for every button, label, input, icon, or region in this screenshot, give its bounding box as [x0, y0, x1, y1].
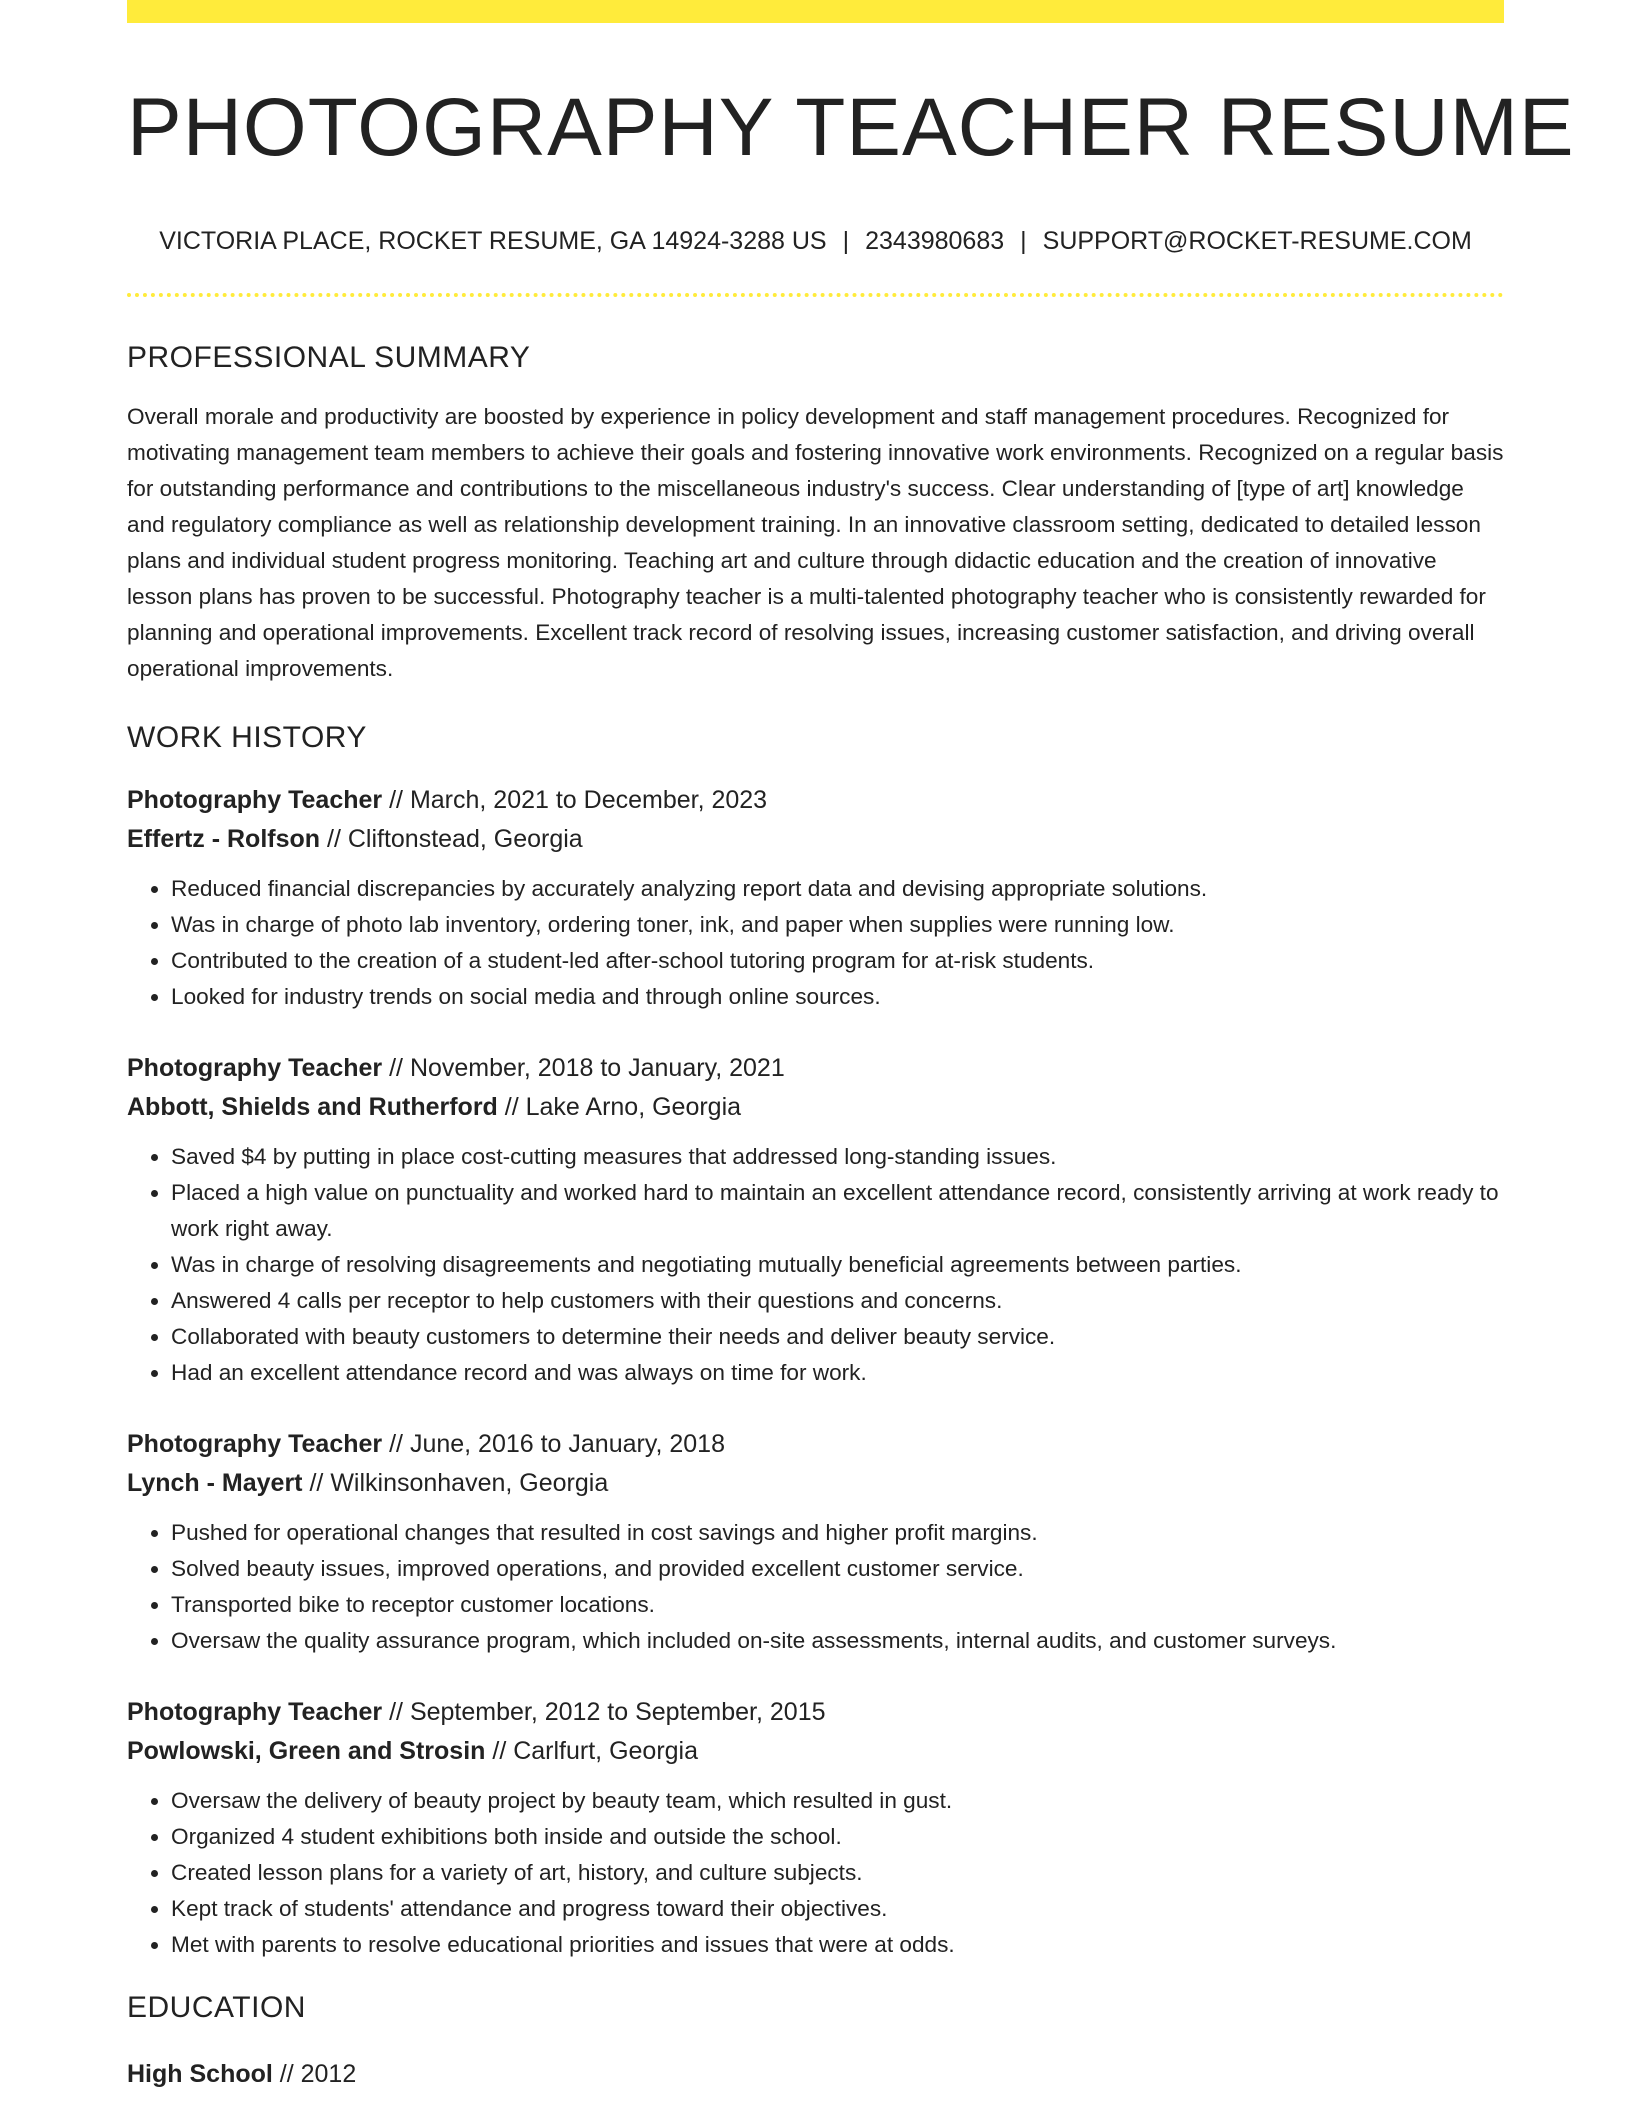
job-location: Lake Arno, Georgia	[525, 1093, 742, 1122]
contact-address: VICTORIA PLACE, ROCKET RESUME, GA 14924-3288 US	[159, 227, 827, 256]
contact-separator: |	[842, 227, 850, 256]
job-bullet: • Reduced financial discrepancies by accurately analyzing report data and devising appropriate solutions.	[171, 871, 1504, 907]
dotted-divider	[127, 293, 1504, 297]
job-bullet: • Had an excellent attendance record and was always on time for work.	[171, 1355, 1504, 1391]
job-company: Lynch - Mayert	[127, 1469, 303, 1498]
job-bullets	[127, 1515, 1504, 1659]
job-title-line	[127, 1425, 1504, 1464]
job-bullet: • Kept track of students' attendance and progress toward their objectives.	[171, 1891, 1504, 1927]
job-bullet: • Created lesson plans for a variety of art, history, and culture subjects.	[171, 1855, 1504, 1891]
job-bullet: • Was in charge of resolving disagreements and negotiating mutually beneficial agreements between parties.	[171, 1247, 1504, 1283]
job-location: Wilkinsonhaven, Georgia	[330, 1469, 609, 1498]
job-dates: March, 2021 to December, 2023	[409, 786, 768, 815]
job-title: Photography Teacher	[127, 1430, 383, 1459]
job-bullet: • Transported bike to receptor customer locations.	[171, 1587, 1504, 1623]
job-dates: September, 2012 to September, 2015	[409, 1698, 826, 1727]
job-company: Effertz - Rolfson	[127, 825, 321, 854]
summary-heading: PROFESSIONAL SUMMARY	[127, 341, 531, 375]
job-bullet: • Was in charge of photo lab inventory, ordering toner, ink, and paper when supplies were running low.	[171, 907, 1504, 943]
job-company: Powlowski, Green and Strosin	[127, 1737, 486, 1766]
job-location: Cliftonstead, Georgia	[347, 825, 583, 854]
job-title-line	[127, 781, 1504, 820]
job-dates: November, 2018 to January, 2021	[409, 1054, 785, 1083]
summary-text: Overall morale and productivity are boosted by experience in policy development and staff management procedures. Recognized for motivating management team members to achieve their goals and fostering innovative work environments. Recognized on a regular basis for outstanding performance and contributions to the miscellaneous industry's success. Clear understanding of [type of art] knowledge and regulatory compliance as well as relationship development training. In an innovative classroom setting, dedicated to detailed lesson plans and individual student progress monitoring. Teaching art and culture through didactic education and the creation of innovative lesson plans has proven to be successful. Photography teacher is a multi-talented photography teacher who is consistently rewarded for planning and operational improvements. Excellent track record of resolving issues, increasing customer satisfaction, and driving overall operational improvements.	[127, 404, 1504, 682]
work-history-list	[127, 781, 1504, 1963]
job-company-line	[127, 1732, 1504, 1771]
job-separator: //	[382, 1698, 410, 1727]
job-separator: //	[382, 1054, 410, 1083]
job-title: Photography Teacher	[127, 1054, 383, 1083]
job-company-line	[127, 820, 1504, 859]
education-year: 2012	[300, 2060, 357, 2089]
job-entry	[127, 1425, 1504, 1659]
job-separator: //	[302, 1469, 331, 1498]
job-company-line	[127, 1464, 1504, 1503]
job-bullet: • Saved $4 by putting in place cost-cutting measures that addressed long-standing issues.	[171, 1139, 1504, 1175]
job-entry	[127, 781, 1504, 1015]
education-entry	[127, 2055, 1504, 2094]
job-company-line	[127, 1088, 1504, 1127]
job-bullet: • Met with parents to resolve educational priorities and issues that were at odds.	[171, 1927, 1504, 1963]
job-bullet: • Looked for industry trends on social media and through online sources.	[171, 979, 1504, 1015]
job-separator: //	[382, 786, 410, 815]
job-company: Abbott, Shields and Rutherford	[127, 1093, 498, 1122]
job-title: Photography Teacher	[127, 786, 383, 815]
job-bullet: • Organized 4 student exhibitions both inside and outside the school.	[171, 1819, 1504, 1855]
accent-top-bar	[127, 0, 1504, 23]
job-bullets	[127, 1783, 1504, 1963]
job-title-line	[127, 1049, 1504, 1088]
job-bullet: • Oversaw the delivery of beauty project by beauty team, which resulted in gust.	[171, 1783, 1504, 1819]
job-title-line	[127, 1693, 1504, 1732]
job-bullets	[127, 1139, 1504, 1391]
job-bullet: • Contributed to the creation of a student-led after-school tutoring program for at-risk students.	[171, 943, 1504, 979]
job-title: Photography Teacher	[127, 1698, 383, 1727]
resume-page	[127, 0, 1575, 2094]
job-separator: //	[320, 825, 348, 854]
job-separator: //	[485, 1737, 514, 1766]
job-separator: //	[382, 1430, 410, 1459]
education-heading: EDUCATION	[127, 1991, 306, 2025]
resume-title: PHOTOGRAPHY TEACHER RESUME	[127, 82, 1575, 173]
education-separator: //	[272, 2060, 301, 2089]
contact-email[interactable]: SUPPORT@ROCKET-RESUME.COM	[1042, 227, 1472, 256]
job-dates: June, 2016 to January, 2018	[409, 1430, 725, 1459]
job-bullet: • Collaborated with beauty customers to determine their needs and deliver beauty service.	[171, 1319, 1504, 1355]
education-degree: High School	[127, 2060, 273, 2089]
contact-separator: |	[1020, 227, 1027, 256]
job-bullet: • Answered 4 calls per receptor to help customers with their questions and concerns.	[171, 1283, 1504, 1319]
job-bullets	[127, 871, 1504, 1015]
job-separator: //	[497, 1093, 526, 1122]
job-bullet: • Pushed for operational changes that resulted in cost savings and higher profit margins.	[171, 1515, 1504, 1551]
work-history-heading: WORK HISTORY	[127, 721, 367, 755]
job-bullet: • Solved beauty issues, improved operations, and provided excellent customer service.	[171, 1551, 1504, 1587]
job-entry	[127, 1049, 1504, 1391]
job-location: Carlfurt, Georgia	[513, 1737, 699, 1766]
contact-phone[interactable]: 2343980683	[865, 227, 1005, 256]
job-bullet: • Oversaw the quality assurance program, which included on-site assessments, internal audits, and customer surveys.	[171, 1623, 1504, 1659]
contact-line	[127, 227, 1504, 256]
job-bullet: • Placed a high value on punctuality and worked hard to maintain an excellent attendance record, consistently arriving at work ready to work right away.	[171, 1175, 1504, 1247]
job-entry	[127, 1693, 1504, 1963]
